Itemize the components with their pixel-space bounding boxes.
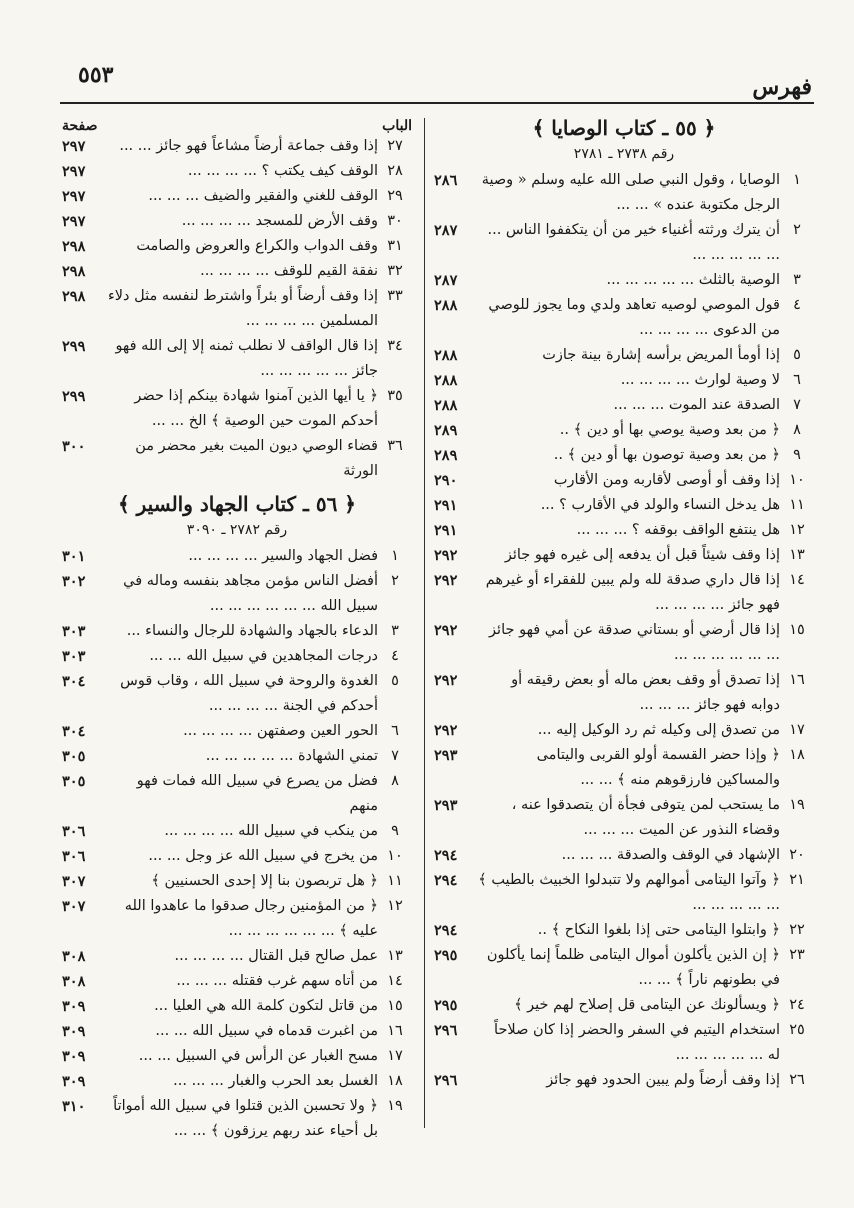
chapter-number: ٢: [793, 222, 801, 238]
page-ref: ٢٩٨: [62, 263, 86, 280]
chapter-title: إذا وقف شيئاً قبل أن يدفعه إلى غيره فهو جائز: [504, 547, 780, 563]
page-ref: ٢٩٩: [62, 388, 86, 405]
chapter-number: ١٨: [789, 747, 805, 763]
chapter-number: ٢٧: [387, 138, 403, 154]
entry-list: [62, 134, 412, 484]
chapter-number: ١٩: [387, 1098, 403, 1114]
chapter-number: ١١: [789, 497, 805, 513]
chapter-number: ٣٦: [387, 438, 403, 454]
chapter-number: ١٢: [789, 522, 805, 538]
chapter-number: ٤: [391, 648, 399, 664]
chapter-title: ﴿ وآتوا اليتامى أموالهم ولا تتبدلوا الخبيث بالطيب ﴾ ... ... ... ... ...: [478, 872, 780, 913]
chapter-title: الدعاء بالجهاد والشهادة للرجال والنساء ...: [126, 623, 378, 639]
page-ref: ٢٩٨: [62, 288, 86, 305]
page-ref: ٢٨٨: [434, 297, 458, 314]
index-entry: [62, 569, 412, 619]
chapter-number: ١٨: [387, 1073, 403, 1089]
chapter-title: إذا تصدق أو وقف بعض ماله أو بعض رقيقه أو دوابه فهو جائز ... ... ...: [511, 672, 780, 713]
index-entry: [62, 644, 412, 669]
page-ref: ٢٩١: [434, 522, 458, 539]
page-ref: ٢٩٤: [434, 847, 458, 864]
chapter-number: ١: [391, 548, 399, 564]
page-ref: ٢٩٦: [434, 1022, 458, 1039]
index-entry: [62, 1069, 412, 1094]
chapter-number: ١٦: [789, 672, 805, 688]
index-entry: [62, 719, 412, 744]
page-ref: ٣٠٩: [62, 998, 86, 1015]
chapter-number: ٣٠: [387, 213, 403, 229]
index-entry: [434, 743, 814, 793]
chapter-title: إذا أومأ المريض برأسه إشارة بينة جازت: [542, 347, 780, 363]
chapter-number: ١٠: [387, 848, 403, 864]
chapter-number: ١٩: [789, 797, 805, 813]
chapter-title: إذا وقف أرضاً أو بئراً واشترط لنفسه مثل دلاء المسلمين ... ... ... ...: [107, 288, 378, 329]
index-entry: [62, 334, 412, 384]
chapter-title: ﴿ من بعد وصية يوصي بها أو دين ﴾ ..: [559, 422, 780, 438]
index-entry: [434, 568, 814, 618]
chapter-number: ٣٥: [387, 388, 403, 404]
chapter-title: فضل الجهاد والسير ... ... ... ...: [188, 548, 378, 564]
chapter-title: ﴿ إن الذين يأكلون أموال اليتامى ظلماً إنما يأكلون في بطونهم ناراً ﴾ ... ...: [486, 947, 780, 988]
page-ref: ٢٩٢: [434, 572, 458, 589]
chapter-number: ٣١: [387, 238, 403, 254]
chapter-title: ﴿ وإذا حضر القسمة أولو القربى واليتامى والمساكين فارزقوهم منه ﴾ ... ...: [536, 747, 780, 788]
chapter-title: الغسل بعد الحرب والغبار ... ... ...: [173, 1073, 378, 1089]
chapter-number: ٩: [793, 447, 801, 463]
index-entry: [434, 918, 814, 943]
chapter-title: درجات المجاهدين في سبيل الله ... ...: [149, 648, 378, 664]
index-entry: [62, 894, 412, 944]
chapter-title: من تصدق إلى وكيله ثم رد الوكيل إليه ...: [537, 722, 780, 738]
chapter-number: ١٣: [387, 948, 403, 964]
page-ref: ٢٨٨: [434, 372, 458, 389]
chapter-title: عمل صالح قبل القتال ... ... ... ...: [174, 948, 378, 964]
chapter-number: ١٣: [789, 547, 805, 563]
page-ref: ٢٨٧: [434, 222, 458, 239]
chapter-title: الوصية بالثلث ... ... ... ... ...: [606, 272, 780, 288]
index-entry: [62, 234, 412, 259]
chapter-number: ١٤: [789, 572, 805, 588]
page-ref: ٢٩٢: [434, 672, 458, 689]
chapter-title: هل ينتفع الواقف بوقفه ؟ ... ... ...: [576, 522, 780, 538]
chapter-title: إذا قال أرضي أو بستاني صدقة عن أمي فهو جائز ... ... ... ... ... ...: [489, 622, 780, 663]
chapter-title: الوقف كيف يكتب ؟ ... ... ... ...: [187, 163, 378, 179]
page-ref: ٢٩٠: [434, 472, 458, 489]
chapter-title: قضاء الوصي ديون الميت بغير محضر من الورثة: [135, 438, 378, 479]
index-entry: [62, 159, 412, 184]
entry-list: [434, 168, 814, 1093]
page-number: ٥٥٣: [78, 62, 114, 88]
page-ref: ٣٠٣: [62, 623, 86, 640]
index-entry: [434, 368, 814, 393]
chapter-title: إذا وقف جماعة أرضاً مشاعاً فهو جائز ... ...: [119, 138, 378, 154]
page-ref: ٢٨٧: [434, 272, 458, 289]
chapter-number: ١: [793, 172, 801, 188]
page-ref: ٣٠٧: [62, 873, 86, 890]
chapter-number: ٣٢: [387, 263, 403, 279]
page-ref: ٢٨٩: [434, 422, 458, 439]
index-entry: [62, 434, 412, 484]
page-ref: ٢٨٩: [434, 447, 458, 464]
index-entry: [62, 184, 412, 209]
chapter-title: ﴿ ولا تحسبن الذين قتلوا في سبيل الله أمواتاً بل أحياء عند ربهم يرزقون ﴾ ... ...: [113, 1098, 378, 1139]
index-entry: [62, 944, 412, 969]
chapter-title: فضل من يصرع في سبيل الله فمات فهو منهم: [136, 773, 378, 814]
page-ref: ٣٠٦: [62, 848, 86, 865]
chapter-title: الغدوة والروحة في سبيل الله ، وقاب قوس أحدكم في الجنة ... ... ... ...: [120, 673, 378, 714]
chapter-number: ٧: [793, 397, 801, 413]
page-ref: ٣٠٦: [62, 823, 86, 840]
index-entry: [434, 518, 814, 543]
chapter-number: ٥: [391, 673, 399, 689]
chapter-title: من قاتل لتكون كلمة الله هي العليا ...: [154, 998, 378, 1014]
page-ref: ٢٩٩: [62, 338, 86, 355]
page-column-label: صفحة: [62, 118, 98, 134]
chapter-number: ١٦: [387, 1023, 403, 1039]
page-ref: ٢٩٥: [434, 997, 458, 1014]
index-entry: [62, 994, 412, 1019]
page-ref: ٢٩٣: [434, 747, 458, 764]
chapter-number: ٣٤: [387, 338, 403, 354]
page-ref: ٣٠٩: [62, 1048, 86, 1065]
chapter-title: مسح الغبار عن الرأس في السبيل ... ...: [138, 1048, 378, 1064]
index-entry: [434, 618, 814, 668]
index-entry: [62, 969, 412, 994]
chapter-title: من ينكب في سبيل الله ... ... ... ...: [164, 823, 378, 839]
index-entry: [434, 843, 814, 868]
chapter-title: الوقف للغني والفقير والضيف ... ... ...: [148, 188, 378, 204]
page-ref: ٣٠٨: [62, 948, 86, 965]
page-header-title: فهرس: [752, 74, 812, 100]
page-ref: ٢٩٢: [434, 547, 458, 564]
chapter-number: ١٢: [387, 898, 403, 914]
chapter-title: هل يدخل النساء والولد في الأقارب ؟ ...: [540, 497, 780, 513]
page-ref: ٣٠٨: [62, 973, 86, 990]
chapter-title: إذا وقف أرضاً ولم يبين الحدود فهو جائز: [546, 1072, 780, 1088]
column-header: [62, 108, 412, 134]
index-entry: [434, 293, 814, 343]
chapter-title: ﴿ من المؤمنين رجال صدقوا ما عاهدوا الله عليه ﴾ ... ... ... ... ... ...: [124, 898, 378, 939]
page-ref: ٢٩٣: [434, 797, 458, 814]
index-entry: [62, 544, 412, 569]
chapter-title: أفضل الناس مؤمن مجاهد بنفسه وماله في سبيل الله ... ... ... ... ... ...: [123, 573, 378, 614]
index-entry: [434, 793, 814, 843]
chapter-title: الحور العين وصفتهن ... ... ... ...: [183, 723, 378, 739]
chapter-title: ﴿ ويسألونك عن اليتامى قل إصلاح لهم خير ﴾: [514, 997, 780, 1013]
index-entry: [434, 718, 814, 743]
chapter-number: ٢٠: [789, 847, 805, 863]
index-entry: [62, 259, 412, 284]
entry-list: [62, 544, 412, 1144]
chapter-number: ١٠: [789, 472, 805, 488]
chapter-title: وقف الأرض للمسجد ... ... ... ...: [181, 213, 378, 229]
chapter-title: الصدقة عند الموت ... ... ...: [613, 397, 780, 413]
chapter-title: لا وصية لوارث ... ... ... ...: [620, 372, 780, 388]
page-ref: ٣٠٥: [62, 773, 86, 790]
index-entry: [62, 869, 412, 894]
chapter-number: ٨: [391, 773, 399, 789]
chapter-number: ٢: [391, 573, 399, 589]
index-entry: [434, 418, 814, 443]
chapter-title: ما يستحب لمن يتوفى فجأة أن يتصدقوا عنه ، وقضاء النذور عن الميت ... ... ...: [511, 797, 780, 838]
page-ref: ٢٨٦: [434, 172, 458, 189]
index-entry: [434, 443, 814, 468]
index-entry: [62, 819, 412, 844]
chapter-number: ٢٢: [789, 922, 805, 938]
index-entry: [434, 868, 814, 918]
page-ref: ٢٩٤: [434, 872, 458, 889]
page-ref: ٢٩١: [434, 497, 458, 514]
page-ref: ٢٨٨: [434, 397, 458, 414]
section-range: رقم ٢٧٣٨ ـ ٢٧٨١: [573, 146, 675, 162]
left-column: [62, 108, 412, 1144]
index-entry: [434, 943, 814, 993]
index-entry: [434, 343, 814, 368]
chapter-title: ﴿ من بعد وصية توصون بها أو دين ﴾ ..: [553, 447, 780, 463]
chapter-number: ١٥: [387, 998, 403, 1014]
page-ref: ٣٠٢: [62, 573, 86, 590]
chapter-title: الإشهاد في الوقف والصدقة ... ... ...: [561, 847, 780, 863]
chapter-title: الوصايا ، وقول النبي صلى الله عليه وسلم « وصية الرجل مكتوبة عنده » ... ...: [481, 172, 780, 213]
index-entry: [62, 134, 412, 159]
page-ref: ٣٠٤: [62, 673, 86, 690]
chapter-title: ﴿ هل تربصون بنا إلا إحدى الحسنيين ﴾: [151, 873, 378, 889]
index-entry: [434, 993, 814, 1018]
index-entry: [434, 218, 814, 268]
chapter-title: إذا قال الواقف لا نطلب ثمنه إلا إلى الله فهو جائز ... ... ... ... ...: [115, 338, 378, 379]
chapter-number: ٢٨: [387, 163, 403, 179]
chapter-number: ٥: [793, 347, 801, 363]
page-ref: ٣٠٤: [62, 723, 86, 740]
chapter-title: ﴿ وابتلوا اليتامى حتى إذا بلغوا النكاح ﴾ ..: [537, 922, 780, 938]
chapter-title: وقف الدواب والكراع والعروض والصامت: [136, 238, 378, 254]
page-ref: ٢٩٧: [62, 163, 86, 180]
chapter-title: من أتاه سهم غرب فقتله ... ... ...: [176, 973, 378, 989]
index-entry: [62, 769, 412, 819]
page-ref: ٢٩٨: [62, 238, 86, 255]
index-entry: [434, 168, 814, 218]
chapter-number: ١١: [387, 873, 403, 889]
page-ref: ٣٠٣: [62, 648, 86, 665]
chapter-title: قول الموصي لوصيه تعاهد ولدي وما يجوز للوصي من الدعوى ... ... ... ...: [488, 297, 780, 338]
right-column: [434, 108, 814, 1093]
chapter-number: ٦: [793, 372, 801, 388]
chapter-title: نفقة القيم للوقف ... ... ... ...: [200, 263, 378, 279]
column-divider: [424, 118, 425, 1128]
section-title: ﴿ ٥٥ ـ كتاب الوصايا ﴾: [532, 116, 716, 140]
page-ref: ٣٠١: [62, 548, 86, 565]
page-ref: ٣٠٠: [62, 438, 86, 455]
index-entry: [434, 1018, 814, 1068]
chapter-number: ٩: [391, 823, 399, 839]
index-entry: [62, 1094, 412, 1144]
index-entry: [62, 744, 412, 769]
chapter-number: ٢١: [789, 872, 805, 888]
page-ref: ٣٠٩: [62, 1073, 86, 1090]
chapter-number: ٣٣: [387, 288, 403, 304]
chapter-number: ٤: [793, 297, 801, 313]
chapter-title: إذا قال داري صدقة لله ولم يبين للفقراء أو غيرهم فهو جائز ... ... ... ...: [485, 572, 780, 613]
chapter-title: من اغبرت قدماه في سبيل الله ... ...: [155, 1023, 378, 1039]
index-entry: [62, 284, 412, 334]
chapter-title: استخدام اليتيم في السفر والحضر إذا كان صلاحاً له ... ... ... ... ...: [494, 1022, 780, 1063]
page-ref: ٢٨٨: [434, 347, 458, 364]
chapter-number: ٨: [793, 422, 801, 438]
page-ref: ٢٩٢: [434, 622, 458, 639]
index-entry: [434, 1068, 814, 1093]
index-entry: [62, 1044, 412, 1069]
index-entry: [62, 844, 412, 869]
chapter-title: تمني الشهادة ... ... ... ... ...: [205, 748, 378, 764]
section-range: رقم ٢٧٨٢ ـ ٣٠٩٠: [186, 522, 288, 538]
page-ref: ٣١٠: [62, 1098, 86, 1115]
index-entry: [62, 209, 412, 234]
page-ref: ٣٠٩: [62, 1023, 86, 1040]
page-ref: ٢٩٦: [434, 1072, 458, 1089]
chapter-number: ١٤: [387, 973, 403, 989]
chapter-number: ٣: [391, 623, 399, 639]
index-entry: [434, 468, 814, 493]
index-entry: [434, 393, 814, 418]
page-ref: ٢٩٧: [62, 213, 86, 230]
page-ref: ٢٩٤: [434, 922, 458, 939]
page-ref: ٢٩٥: [434, 947, 458, 964]
chapter-number: ٢٣: [789, 947, 805, 963]
index-entry: [62, 1019, 412, 1044]
index-entry: [434, 543, 814, 568]
index-entry: [62, 619, 412, 644]
index-entry: [434, 268, 814, 293]
chapter-number: ٦: [391, 723, 399, 739]
page-ref: ٣٠٥: [62, 748, 86, 765]
index-entry: [434, 668, 814, 718]
chapter-number: ٣: [793, 272, 801, 288]
section-title: ﴿ ٥٦ ـ كتاب الجهاد والسير ﴾: [117, 492, 357, 516]
chapter-title: أن يترك ورثته أغنياء خير من أن يتكففوا الناس ... ... ... ... ... ...: [487, 222, 780, 263]
index-entry: [434, 493, 814, 518]
index-entry: [62, 669, 412, 719]
index-entry: [62, 384, 412, 434]
page-ref: ٢٩٧: [62, 188, 86, 205]
chapter-number: ٢٩: [387, 188, 403, 204]
chapter-number: ١٧: [789, 722, 805, 738]
chapter-number: ٢٦: [789, 1072, 805, 1088]
chapter-title: من يخرج في سبيل الله عز وجل ... ...: [148, 848, 378, 864]
chapter-number: ٢٤: [789, 997, 805, 1013]
chapter-number: ١٥: [789, 622, 805, 638]
chapter-column-label: الباب: [382, 118, 412, 134]
chapter-number: ٧: [391, 748, 399, 764]
chapter-number: ١٧: [387, 1048, 403, 1064]
chapter-number: ٢٥: [789, 1022, 805, 1038]
page-ref: ٢٩٧: [62, 138, 86, 155]
page-ref: ٢٩٢: [434, 722, 458, 739]
chapter-title: ﴿ يا أيها الذين آمنوا شهادة بينكم إذا حضر أحدكم الموت حين الوصية ﴾ الخ ... ...: [134, 388, 378, 429]
header-rule: [60, 102, 814, 104]
chapter-title: إذا وقف أو أوصى لأقاربه ومن الأقارب: [553, 472, 780, 488]
page-ref: ٣٠٧: [62, 898, 86, 915]
